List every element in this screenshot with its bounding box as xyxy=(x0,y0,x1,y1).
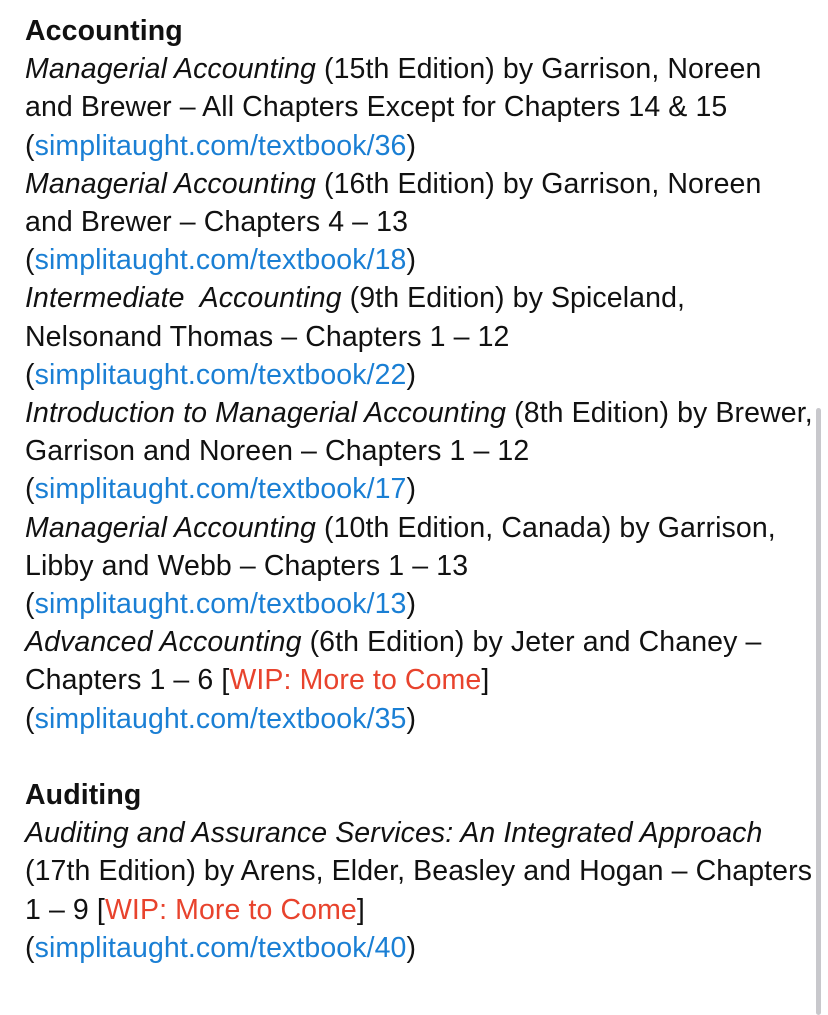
book-details: (6th Edition) by Jeter and Chaney – Chapters 1 – 6 xyxy=(25,626,762,697)
section-heading-accounting: Accounting xyxy=(25,15,183,47)
book-title: Managerial Accounting xyxy=(25,167,316,200)
textbook-link[interactable]: simplitaught.com/textbook/35 xyxy=(34,702,407,735)
book-details: (16th Edition) by Garrison, Noreen and Brewer – Chapters 4 – 13 xyxy=(25,167,762,239)
book-title: Managerial Accounting xyxy=(25,511,316,544)
book-entry: Managerial Accounting (16th Edition) by Garrison, Noreen and Brewer – Chapters 4 – 13 (simplitaught.com/textbook/18) xyxy=(25,167,762,277)
book-details: (9th Edition) by Spiceland, Nelsonand Thomas – Chapters 1 – 12 xyxy=(25,282,686,353)
book-title: Managerial Accounting xyxy=(25,53,316,86)
textbook-link[interactable]: simplitaught.com/textbook/22 xyxy=(34,358,407,391)
book-entry: Advanced Accounting (6th Edition) by Jeter and Chaney – Chapters 1 – 6 [WIP: More to Come] (simplitaught.com/textbook/35) xyxy=(25,626,762,735)
book-entry: Introduction to Managerial Accounting (8th Edition) by Brewer, Garrison and Noreen – Chapters 1 – 12 (simplitaught.com/textbook/17) xyxy=(25,397,813,506)
textbook-link[interactable]: simplitaught.com/textbook/13 xyxy=(34,588,407,621)
textbook-link[interactable]: simplitaught.com/textbook/36 xyxy=(34,129,407,162)
book-entry: Managerial Accounting (10th Edition, Canada) by Garrison, Libby and Webb – Chapters 1 – 13 (simplitaught.com/textbook/13) xyxy=(25,511,776,621)
book-title: Advanced Accounting xyxy=(25,626,302,659)
book-title: Auditing and Assurance Services: An Integrated Approach xyxy=(25,817,763,850)
book-title: Intermediate Accounting xyxy=(25,282,342,315)
book-details: (8th Edition) by Brewer, Garrison and Noreen – Chapters 1 – 12 xyxy=(25,397,813,468)
vertical-scrollbar[interactable] xyxy=(816,408,821,1015)
book-entry: Auditing and Assurance Services: An Integrated Approach (17th Edition) by Arens, Elder, Beasley and Hogan – Chapters 1 – 9 [WIP: More to Come] (simplitaught.com/textbook/40) xyxy=(25,817,813,964)
book-entry: Managerial Accounting (15th Edition) by Garrison, Noreen and Brewer – All Chapters Except for Chapters 14 & 15 (simplitaught.com/textbook/36) xyxy=(25,53,762,162)
textbook-link[interactable]: simplitaught.com/textbook/17 xyxy=(34,473,407,506)
book-title: Introduction to Managerial Accounting xyxy=(25,397,507,430)
section-spacer xyxy=(25,738,815,776)
textbook-list xyxy=(25,12,815,967)
wip-note: WIP: More to Come xyxy=(229,664,482,697)
book-entry: Intermediate Accounting (9th Edition) by Spiceland, Nelsonand Thomas – Chapters 1 – 12 (simplitaught.com/textbook/22) xyxy=(25,282,686,391)
section-heading-auditing: Auditing xyxy=(25,779,142,812)
book-details: (17th Edition) by Arens, Elder, Beasley and Hogan – Chapters 1 – 9 xyxy=(25,855,813,926)
book-details: (15th Edition) by Garrison, Noreen and Brewer – All Chapters Except for Chapters 14 & 15 xyxy=(25,53,762,124)
textbook-link[interactable]: simplitaught.com/textbook/40 xyxy=(34,931,407,964)
textbook-link[interactable]: simplitaught.com/textbook/18 xyxy=(34,244,407,277)
book-details: (10th Edition, Canada) by Garrison, Libby and Webb – Chapters 1 – 13 xyxy=(25,511,776,582)
wip-note: WIP: More to Come xyxy=(104,893,357,926)
